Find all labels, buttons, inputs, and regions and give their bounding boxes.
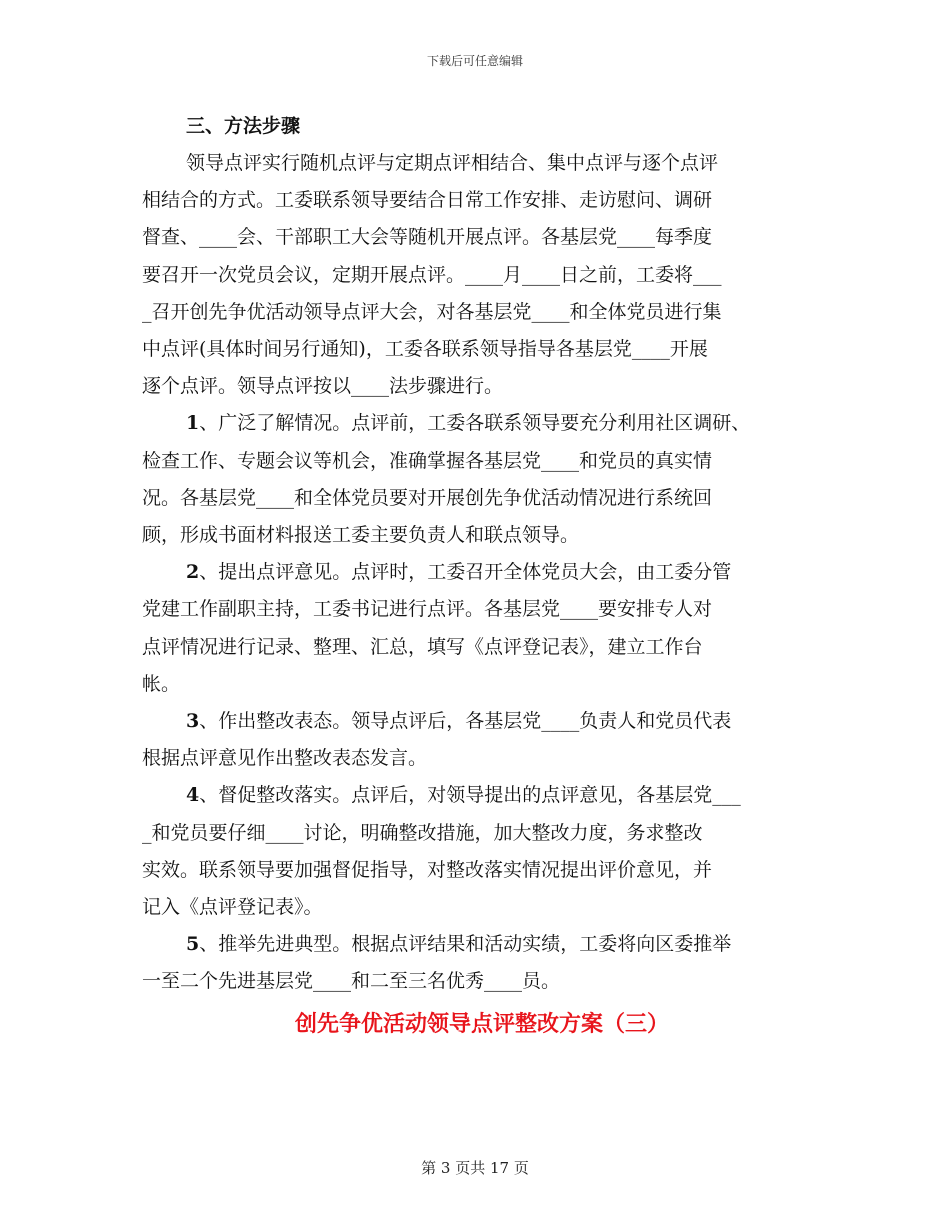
paragraph-line	[142, 294, 822, 331]
line-text: 、提出点评意见。点评时，工委召开全体党员大会，由工委分管	[199, 561, 732, 584]
item-number: 4	[186, 784, 200, 807]
paragraph-line	[142, 926, 822, 963]
paragraph-line	[142, 889, 822, 926]
section-title: 三、方法步骤	[186, 115, 301, 137]
line-text: 逐个点评。领导点评按以____法步骤进行。	[142, 375, 504, 398]
paragraph	[142, 145, 822, 405]
paragraph-line	[142, 777, 822, 814]
item-number: 5	[186, 933, 200, 956]
line-text: 记入《点评登记表》。	[142, 896, 323, 919]
line-text: 根据点评意见作出整改表态发言。	[142, 747, 428, 770]
line-text: 督查、____会、干部职工大会等随机开展点评。各基层党____每季度	[142, 226, 713, 249]
paragraph-line	[142, 257, 822, 294]
page-footer: 第 3 页共 17 页	[421, 1159, 529, 1177]
paragraph-line	[142, 815, 822, 852]
document-body	[142, 108, 822, 1047]
line-text: 领导点评实行随机点评与定期点评相结合、集中点评与逐个点评	[186, 152, 719, 174]
line-text: 况。各基层党____和全体党员要对开展创先争优活动情况进行系统回	[142, 486, 713, 509]
line-text: 、推举先进典型。根据点评结果和活动实绩，工委将向区委推举	[199, 933, 732, 956]
paragraph-line	[142, 963, 822, 1000]
item-number: 1	[186, 412, 200, 435]
line-text: _召开创先争优活动领导点评大会，对各基层党____和全体党员进行集	[142, 300, 722, 323]
paragraph-line	[142, 480, 822, 517]
item-number: 2	[186, 561, 200, 584]
line-text: 实效。联系领导要加强督促指导，对整改落实情况提出评价意见，并	[142, 858, 713, 881]
paragraph-line	[142, 629, 822, 666]
line-text: 、督促整改落实。点评后，对领导提出的点评意见，各基层党___	[199, 784, 741, 807]
line-text: 顾，形成书面材料报送工委主要负责人和联点领导。	[142, 524, 580, 547]
paragraph-line	[142, 331, 822, 368]
line-text: 一至二个先进基层党____和二至三名优秀____员。	[142, 970, 561, 993]
line-text: 要召开一次党员会议，定期开展点评。____月____日之前，工委将___	[142, 263, 722, 286]
paragraph-line	[142, 666, 822, 703]
line-text: 中点评(具体时间另行通知)，工委各联系领导指导各基层党____开展	[142, 338, 708, 361]
paragraph-line	[142, 852, 822, 889]
paragraph-line	[142, 368, 822, 405]
page-header: 下载后可任意编辑	[426, 54, 523, 68]
paragraph-line	[142, 182, 822, 219]
item-number: 3	[186, 710, 200, 733]
paragraph-line	[142, 554, 822, 591]
paragraph	[142, 777, 822, 926]
paragraph-line	[142, 591, 822, 628]
paragraph-line	[142, 517, 822, 554]
paragraph-line	[142, 703, 822, 740]
line-text: 党建工作副职主持，工委书记进行点评。各基层党____要安排专人对	[142, 598, 713, 621]
line-text: 、作出整改表态。领导点评后，各基层党____负责人和党员代表	[199, 710, 732, 733]
paragraph-line	[142, 145, 822, 182]
paragraph	[142, 703, 822, 777]
line-text: _和党员要仔细____讨论，明确整改措施，加大整改力度，务求整改	[142, 821, 703, 844]
paragraph-line	[142, 405, 822, 442]
paragraph	[142, 554, 822, 703]
paragraph-list	[142, 145, 822, 1001]
paragraph	[142, 926, 822, 1000]
paragraph-line	[142, 443, 822, 480]
document-title: 创先争优活动领导点评整改方案（三）	[294, 1011, 669, 1037]
line-text: 帐。	[142, 672, 181, 695]
paragraph-line	[142, 740, 822, 777]
paragraph	[142, 405, 822, 554]
line-text: 点评情况进行记录、整理、汇总，填写《点评登记表》，建立工作台	[142, 635, 703, 658]
line-text: 检查工作、专题会议等机会，准确掌握各基层党____和党员的真实情	[142, 449, 713, 472]
line-text: 、广泛了解情况。点评前，工委各联系领导要充分利用社区调研、	[199, 412, 751, 435]
paragraph-line	[142, 219, 822, 256]
line-text: 相结合的方式。工委联系领导要结合日常工作安排、走访慰问、调研	[142, 189, 713, 212]
